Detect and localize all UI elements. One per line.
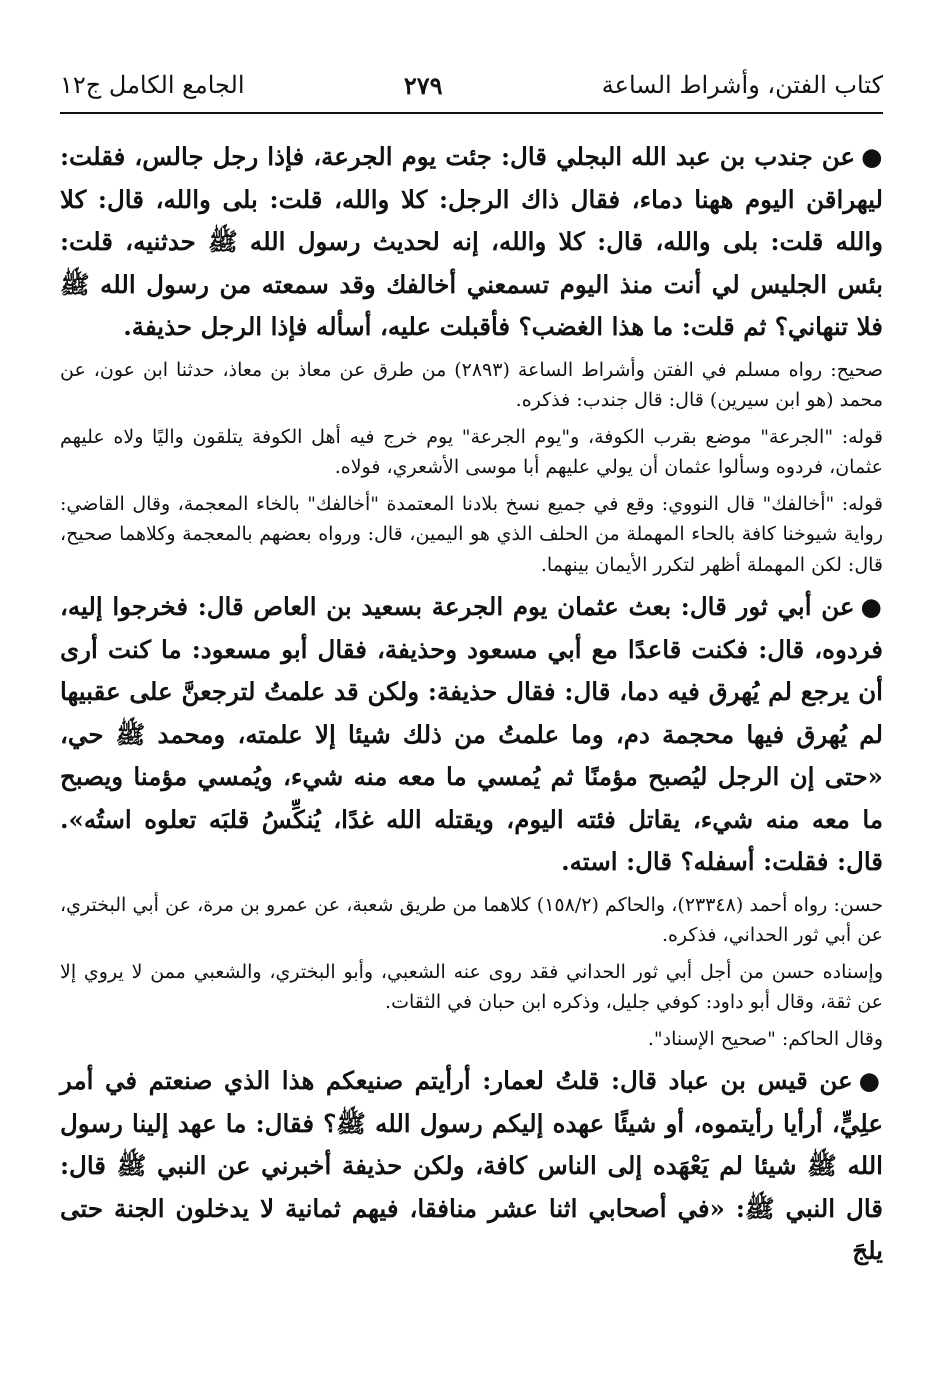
hadith-text: عن جندب بن عبد الله البجلي قال: جئت يوم الجرعة، فإذا رجل جالس، فقلت: ليهراقن اليوم ههنا دماء، فقال ذاك الرجل: كلا والله، قلت: بلى والله، قال: كلا والله قلت: بلى والله، قال: كلا والله، إنه لحديث رسول الله ﷺ حدثنيه، قلت: بئس الجليس لي أنت منذ اليوم تسمعني أخالفك وقد سمعته من رسول الله ﷺ فلا تنهاني؟ ثم قلت: ما هذا الغضب؟ فأقبلت عليه، أسأله فإذا الرجل حذيفة. bbox=[60, 142, 883, 341]
isnad-note: وإسناده حسن من أجل أبي ثور الحداني فقد روى عنه الشعبي، وأبو البختري، والشعبي ممن لا يروي إلا عن ثقة، وقال أبو داود: كوفي جليل، وذكره ابن حبان في الثقات. bbox=[60, 960, 883, 1013]
hakim-note: وقال الحاكم: "صحيح الإسناد". bbox=[647, 1027, 883, 1050]
takhrij-note: حسن: رواه أحمد (٢٣٣٤٨)، والحاكم (١٥٨/٢) كلاهما من طريق شعبة، عن عمرو بن مرة، عن أبي البختري، عن أبي ثور الحداني، فذكره. bbox=[60, 893, 884, 946]
hadith-text: عن قيس بن عباد قال: قلتُ لعمار: أرأيتم صنيعكم هذا الذي صنعتم في أمر علِيٍّ، أرأيا رأيتموه، أو شيئًا عهده إليكم رسول الله ﷺ؟ فقال: ما عهد إلينا رسول الله ﷺ شيئا لم يَعْهَده إلى الناس كافة، ولكن حذيفة أخبرني عن النبي ﷺ قال: قال النبي ﷺ: «في أصحابي اثنا عشر منافقا، فيهم ثمانية لا يدخلون الجنة حتى يلجَ bbox=[60, 1066, 883, 1265]
bullet-icon: ● bbox=[861, 142, 883, 171]
header-divider bbox=[60, 112, 883, 114]
takhrij-note: صحيح: رواه مسلم في الفتن وأشراط الساعة (٢٨٩٣) من طرق عن معاذ بن معاذ، حدثنا ابن عون، عن محمد (هو ابن سيرين) قال: قال جندب: فذكره. bbox=[60, 358, 883, 411]
hadith-text: عن أبي ثور قال: بعث عثمان يوم الجرعة بسعيد بن العاص قال: فخرجوا إليه، فردوه، قال: فكنت قاعدًا مع أبي مسعود وحذيفة، فقال أبو مسعود: ما كنت أرى أن يرجع لم يُهرق فيه دما، قال: فقال حذيفة: ولكن قد علمتُ لترجعنَّ على عقبيها لم يُهرق فيها محجمة دم، وما علمتُ من ذلك شيئا إلا علمته، ومحمد ﷺ حي، «حتى إن الرجل ليُصبح مؤمنًا ثم يُمسي ما معه منه شيء، ويُمسي مؤمنا ويصبح ما معه منه شيء، يقاتل فئته اليوم، ويقتله الله غدًا، يُنكِّسُ قلبَه تعلوه استُه». قال: فقلت: أسفله؟ قال: استه. bbox=[60, 592, 883, 876]
explanation-note: قوله: "الجرعة" موضع بقرب الكوفة، و"يوم الجرعة" يوم خرج فيه أهل الكوفة يتلقون واليًا ولاه عليهم عثمان، فردوه وسألوا عثمان أن يولي عليهم أبا موسى الأشعري، فولاه. bbox=[60, 425, 883, 478]
hadith-paragraph bbox=[60, 136, 883, 349]
bullet-icon: ● bbox=[858, 1066, 883, 1095]
page-header bbox=[60, 60, 883, 110]
hadith-paragraph bbox=[60, 586, 883, 884]
hadith-paragraph bbox=[60, 1060, 883, 1273]
explanation-note: قوله: "أخالفك" قال النووي: وقع في جميع نسخ بلادنا المعتمدة "أخالفك" بالخاء المعجمة، وقال القاضي: رواية شيوخنا كافة بالحاء المهملة من الحلف الذي هو اليمين، قال: ورواه بعضهم بالمعجمة وكلاهما صحيح، قال: لكن المهملة أظهر لتكرر الأيمان بينهما. bbox=[60, 492, 883, 576]
page-number: ٢٧٩ bbox=[403, 70, 443, 100]
chapter-title: كتاب الفتن، وأشراط الساعة bbox=[601, 71, 883, 99]
bullet-icon: ● bbox=[860, 592, 883, 621]
book-title: الجامع الكامل ج١٢ bbox=[60, 71, 245, 99]
page-body bbox=[60, 136, 883, 1273]
